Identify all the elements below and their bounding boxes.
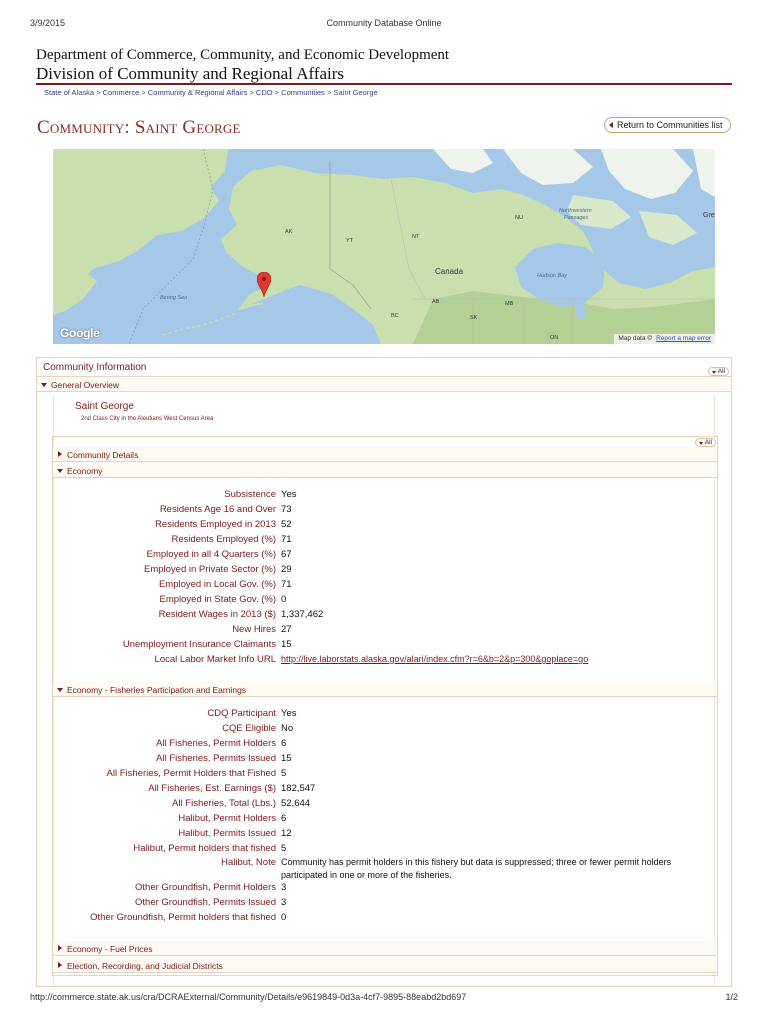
breadcrumb <box>44 88 378 97</box>
map-label-passages: Passages <box>564 215 589 221</box>
print-page-number: 1/2 <box>725 992 738 1002</box>
section-community-details-label: Community Details <box>67 450 139 460</box>
row-label: All Fisheries, Permit Holders that Fished <box>106 768 276 779</box>
economy-row <box>0 639 768 654</box>
fisheries-row <box>0 783 768 798</box>
economy-row <box>0 534 768 549</box>
row-label: All Fisheries, Permit Holders <box>156 738 276 749</box>
breadcrumb-separator: > <box>247 88 256 97</box>
section-election-districts-label: Election, Recording, and Judicial Districts <box>67 961 223 971</box>
row-label: All Fisheries, Total (Lbs.) <box>172 798 276 809</box>
google-logo: Google <box>60 326 100 340</box>
expand-all-button[interactable] <box>708 367 729 376</box>
economy-row <box>0 549 768 564</box>
breadcrumb-commerce[interactable]: Commerce <box>102 88 140 97</box>
caret-down-icon <box>57 688 63 692</box>
department-name: Department of Commerce, Community, and Economic Development <box>36 47 450 63</box>
row-value: 15 <box>281 639 292 650</box>
row-label: Halibut, Note <box>221 857 276 868</box>
row-value: 6 <box>281 813 287 824</box>
economy-row <box>0 519 768 534</box>
map-label-sk: SK <box>470 315 478 321</box>
breadcrumb-state-of-alaska[interactable]: State of Alaska <box>44 88 95 97</box>
fisheries-row <box>0 828 768 843</box>
row-value: 67 <box>281 549 292 560</box>
map-label-canada: Canada <box>435 267 464 276</box>
fisheries-row <box>0 753 768 768</box>
caret-right-icon <box>58 451 62 457</box>
panel-title: Community Information <box>43 362 147 373</box>
breadcrumb-community-regional-affairs[interactable]: Community & Regional Affairs <box>147 88 248 97</box>
map-label-on: ON <box>550 335 559 341</box>
row-value: 5 <box>281 768 287 779</box>
row-label: Other Groundfish, Permits Issued <box>135 897 276 908</box>
print-header <box>30 18 738 30</box>
row-label: Resident Wages in 2013 ($) <box>158 609 276 620</box>
row-label: Employed in State Gov. (%) <box>159 594 276 605</box>
location-pin-icon[interactable] <box>257 272 271 298</box>
fisheries-row <box>0 855 768 883</box>
row-value: 73 <box>281 504 292 515</box>
map-label-bering-sea: Bering Sea <box>160 295 188 301</box>
print-date: 3/9/2015 <box>30 18 66 28</box>
row-value: 3 <box>281 897 287 908</box>
row-label: Employed in Local Gov. (%) <box>158 579 276 590</box>
breadcrumb-current: Saint George <box>333 88 378 97</box>
breadcrumb-communities[interactable]: Communities <box>281 88 325 97</box>
map-label-nt: NT <box>412 234 420 240</box>
map-label-northwestern: Northwestern <box>559 208 592 214</box>
row-value: 1,337,462 <box>281 609 324 620</box>
breadcrumb-cdo[interactable]: CDO <box>255 88 273 97</box>
section-community-details[interactable] <box>53 447 717 462</box>
row-value: 27 <box>281 624 292 635</box>
row-value: 71 <box>281 534 292 545</box>
row-label: Halibut, Permit holders that fished <box>133 843 276 854</box>
section-economy[interactable] <box>53 463 717 478</box>
map-canvas <box>53 149 715 344</box>
caret-down-icon <box>41 383 47 387</box>
economy-row <box>0 564 768 579</box>
fisheries-row <box>0 813 768 828</box>
map-label-hudson-bay: Hudson Bay <box>537 273 567 279</box>
row-value: 5 <box>281 843 287 854</box>
back-arrow-icon <box>609 122 613 128</box>
row-label: Halibut, Permits Issued <box>178 828 276 839</box>
row-label: Unemployment Insurance Claimants <box>122 639 276 650</box>
community-subtitle: 2nd Class City in the Aleutians West Census Area <box>81 416 214 422</box>
report-map-error-link[interactable]: Report a map error <box>656 335 711 342</box>
fisheries-row <box>0 768 768 783</box>
community-map[interactable] <box>53 149 715 344</box>
row-value: 15 <box>281 753 292 764</box>
section-economy-label: Economy <box>67 466 103 476</box>
breadcrumb-separator: > <box>139 88 148 97</box>
economy-row <box>0 654 768 669</box>
row-value: No <box>281 723 294 734</box>
labor-market-url-link[interactable]: http://live.laborstats.alaska.gov/alari/index.cfm?r=6&b=2&p=300&goplace=go <box>281 654 589 664</box>
map-label-gre: Gre <box>703 212 715 219</box>
economy-row <box>0 504 768 519</box>
row-label: Residents Employed (%) <box>171 534 276 545</box>
map-label-ab: AB <box>432 299 440 305</box>
division-name: Division of Community and Regional Affairs <box>36 64 345 83</box>
row-value: 182,547 <box>281 783 316 794</box>
row-value: 3 <box>281 882 287 893</box>
row-label: Other Groundfish, Permit holders that fished <box>90 912 276 923</box>
map-label-mb: MB <box>505 301 514 307</box>
section-fuel-prices[interactable] <box>53 941 717 956</box>
row-value: Community has permit holders in this fishery but data is suppressed; three or fewer permit holders participated in one or more of the fisheries. <box>281 857 672 880</box>
fisheries-row <box>0 882 768 897</box>
return-button-label: Return to Communities list <box>617 120 723 130</box>
caret-right-icon <box>58 945 62 951</box>
community-name: Saint George <box>75 401 134 412</box>
row-label: Residents Employed in 2013 <box>155 519 276 530</box>
row-label: Residents Age 16 and Over <box>159 504 276 515</box>
map-data-label: Map data © <box>618 335 653 342</box>
section-general-overview-label: General Overview <box>51 380 120 390</box>
row-label: CQE Eligible <box>222 723 276 734</box>
economy-row <box>0 594 768 609</box>
print-footer <box>30 992 738 1004</box>
map-label-yt: YT <box>346 238 354 244</box>
row-value: 6 <box>281 738 287 749</box>
caret-down-icon <box>57 469 63 473</box>
row-label: Subsistence <box>224 489 276 500</box>
row-label: Other Groundfish, Permit Holders <box>135 882 276 893</box>
section-election-districts[interactable] <box>53 958 717 973</box>
map-attribution <box>614 334 715 344</box>
fisheries-row <box>0 738 768 753</box>
fisheries-row <box>0 912 768 927</box>
breadcrumb-separator: > <box>94 88 103 97</box>
breadcrumb-separator: > <box>324 88 334 97</box>
economy-row <box>0 579 768 594</box>
row-label: Employed in all 4 Quarters (%) <box>146 549 276 560</box>
section-general-overview[interactable] <box>37 377 731 392</box>
economy-row <box>0 609 768 624</box>
return-to-communities-button[interactable] <box>604 117 731 133</box>
row-value: Yes <box>281 708 297 719</box>
row-label: New Hires <box>232 624 276 635</box>
row-label: CDQ Participant <box>207 708 276 719</box>
caret-right-icon <box>58 962 62 968</box>
fisheries-row <box>0 798 768 813</box>
breadcrumb-separator: > <box>272 88 282 97</box>
row-value: 29 <box>281 564 292 575</box>
row-label: All Fisheries, Est. Earnings ($) <box>148 783 276 794</box>
row-label: Employed in Private Sector (%) <box>144 564 276 575</box>
economy-row <box>0 489 768 504</box>
economy-row <box>0 624 768 639</box>
caret-down-icon <box>712 371 716 374</box>
page-title: Community: Saint George <box>37 117 241 138</box>
section-fisheries-label: Economy - Fisheries Participation and Earnings <box>67 685 247 695</box>
row-value: Yes <box>281 489 297 500</box>
map-label-bc: BC <box>391 313 399 319</box>
row-value: 52 <box>281 519 292 530</box>
expand-all-details-label: All <box>704 439 712 446</box>
fisheries-row <box>0 708 768 723</box>
section-fuel-prices-label: Economy - Fuel Prices <box>67 944 153 954</box>
row-value: 52,644 <box>281 798 311 809</box>
expand-all-details-button[interactable] <box>695 438 716 447</box>
row-label: Local Labor Market Info URL <box>154 654 276 665</box>
row-value: 12 <box>281 828 292 839</box>
fisheries-row <box>0 723 768 738</box>
section-fisheries[interactable] <box>53 682 717 697</box>
header-rule <box>36 83 732 85</box>
expand-all-label: All <box>717 368 725 375</box>
print-url: http://commerce.state.ak.us/cra/DCRAExternal/Community/Details/e9619849-0d3a-4cf7-9895-88eabd2bd697 <box>30 992 467 1002</box>
row-value: 71 <box>281 579 292 590</box>
map-label-nu: NU <box>515 215 523 221</box>
map-label-ak: AK <box>285 229 293 235</box>
row-label: Halibut, Permit Holders <box>178 813 276 824</box>
fisheries-row <box>0 897 768 912</box>
caret-down-icon <box>699 442 703 445</box>
print-title: Community Database Online <box>326 18 442 28</box>
row-value: 0 <box>281 912 287 923</box>
row-label: All Fisheries, Permits Issued <box>156 753 276 764</box>
panel-header <box>37 358 731 377</box>
row-value: 0 <box>281 594 287 605</box>
